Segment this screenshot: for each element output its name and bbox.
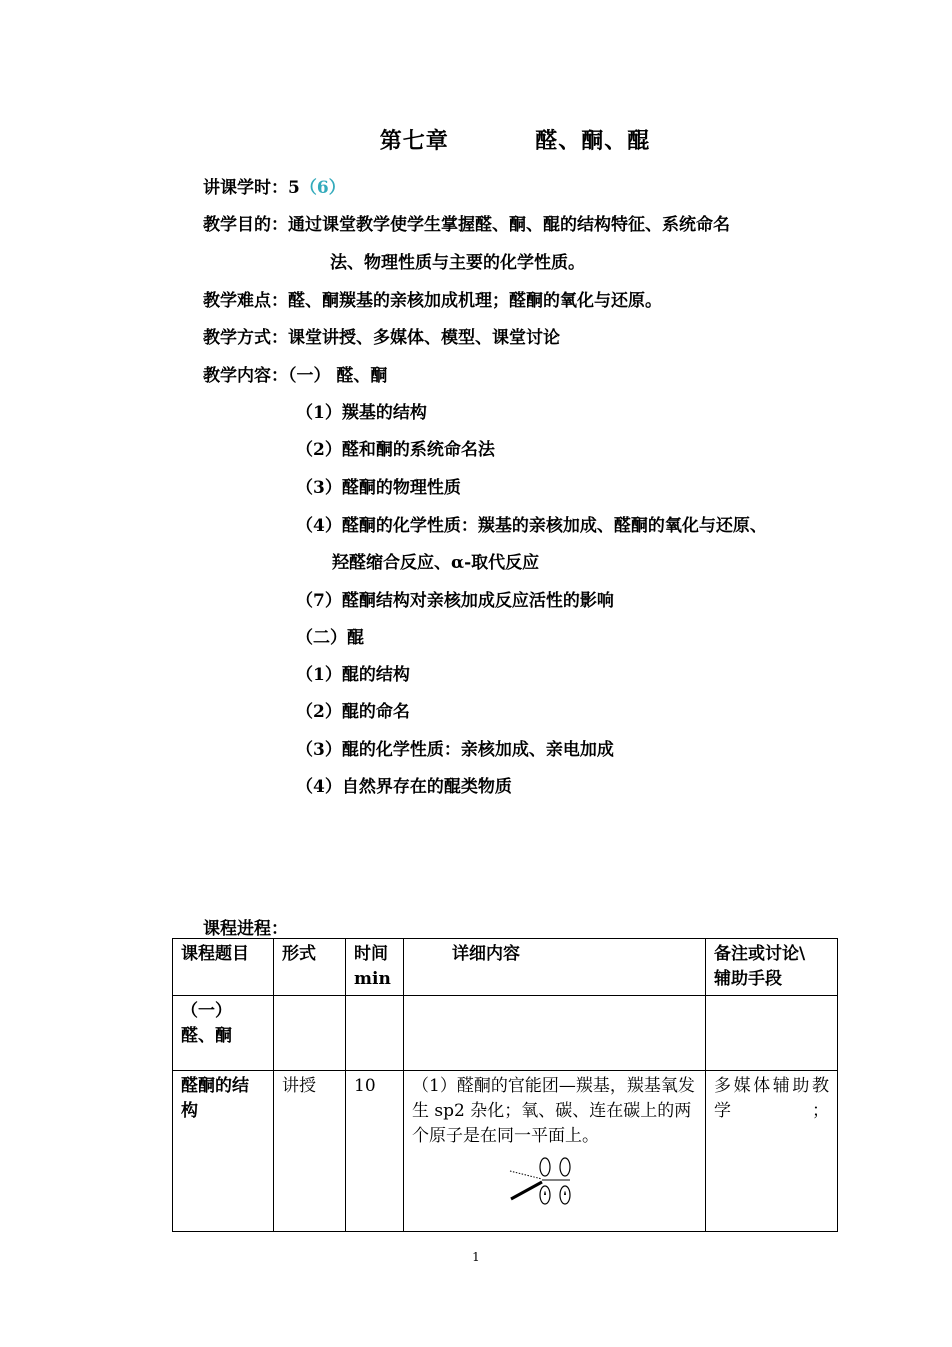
header-topic: 课程题目 <box>173 939 274 996</box>
row-detail <box>404 1071 706 1232</box>
hours-value: 5 <box>288 178 300 198</box>
row-note <box>706 996 838 1071</box>
content-item: （1）羰基的结构 <box>296 403 427 423</box>
page-number: 1 <box>472 1250 480 1264</box>
header-time <box>346 939 404 996</box>
difficulty: 教学难点：醛、酮羰基的亲核加成机理；醛酮的氧化与还原。 <box>203 291 662 311</box>
page-title: 第七章 醛、酮、醌 <box>379 128 651 154</box>
course-progress-table <box>172 938 838 1232</box>
row-time <box>346 996 404 1071</box>
content-item: （3）醛酮的物理性质 <box>296 478 461 498</box>
header-detail: 详细内容 <box>404 939 706 996</box>
content-header: 教学内容：（一） 醛、酮 <box>203 366 388 386</box>
header-note-line1: 备注或讨论\ <box>714 944 806 964</box>
row-detail-text: （1）醛酮的官能团—羰基，羰基氧发生 sp2 杂化；氧、碳、连在碳上的两个原子是在同一平面上。 <box>412 1076 695 1146</box>
table-row <box>173 996 838 1071</box>
row-topic: 醛酮的结构 <box>173 1071 274 1232</box>
carbonyl-orbital-diagram <box>508 1155 578 1209</box>
content-item: （2）醌的命名 <box>296 702 410 722</box>
content-item: （4）自然界存在的醌类物质 <box>296 777 512 797</box>
objective-line1: 教学目的：通过课堂教学使学生掌握醛、酮、醌的结构特征、系统命名 <box>203 215 730 235</box>
row-topic-line1: （一） <box>181 1001 232 1021</box>
row-detail <box>404 996 706 1071</box>
progress-label: 课程进程： <box>203 919 288 939</box>
content-item: （3）醌的化学性质：亲核加成、亲电加成 <box>296 740 614 760</box>
table-row <box>173 1071 838 1232</box>
hours-label: 讲课学时： <box>203 178 288 198</box>
row-form <box>274 996 346 1071</box>
header-note-line2: 辅助手段 <box>714 969 782 989</box>
content-item: （1）醌的结构 <box>296 665 410 685</box>
objective-line2: 法、物理性质与主要的化学性质。 <box>330 253 585 273</box>
hours-extra: （6） <box>299 178 346 198</box>
table-header-row <box>173 939 838 996</box>
row-time: 10 <box>346 1071 404 1232</box>
row-topic <box>173 996 274 1071</box>
content-item: 羟醛缩合反应、α-取代反应 <box>332 553 540 573</box>
row-note: 多媒体辅助教学； <box>706 1071 838 1232</box>
teaching-hours <box>203 173 346 198</box>
row-topic-line2: 醛、酮 <box>181 1026 232 1046</box>
content-item: （二）醌 <box>296 628 364 648</box>
header-note <box>706 939 838 996</box>
header-time-label: 时间 <box>354 944 388 964</box>
content-item: （4）醛酮的化学性质：羰基的亲核加成、醛酮的氧化与还原、 <box>296 516 767 536</box>
method: 教学方式：课堂讲授、多媒体、模型、课堂讨论 <box>203 328 560 348</box>
content-item: （2）醛和酮的系统命名法 <box>296 440 495 460</box>
header-time-unit: min <box>354 969 391 989</box>
header-form: 形式 <box>274 939 346 996</box>
content-item: （7）醛酮结构对亲核加成反应活性的影响 <box>296 591 614 611</box>
row-form: 讲授 <box>274 1071 346 1232</box>
